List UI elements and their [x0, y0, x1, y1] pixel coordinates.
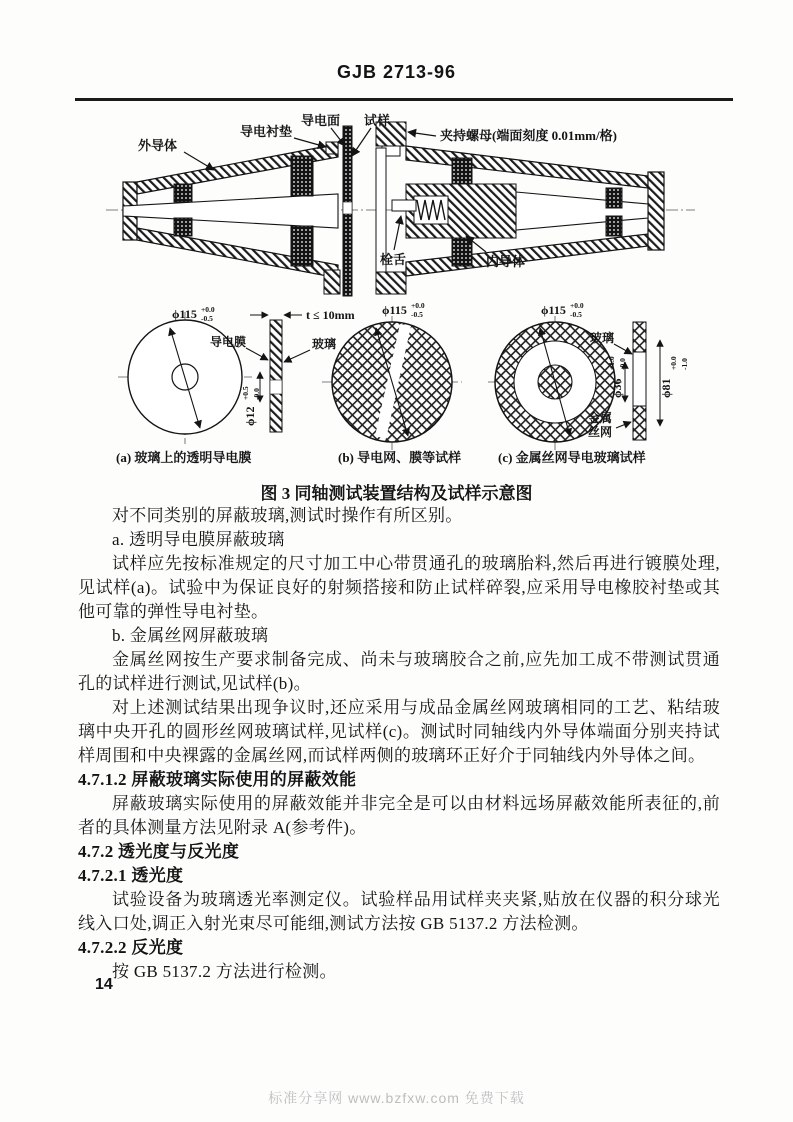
dim-d36: ϕ36: [610, 378, 624, 398]
conductive-gasket-block: [326, 142, 338, 154]
left-bottom-flange: [324, 270, 340, 294]
dim-d115-c-sup: +0.0: [570, 301, 584, 310]
paragraph: b. 金属丝网屏蔽玻璃: [112, 626, 269, 645]
caption-a: (a) 玻璃上的透明导电膜: [116, 450, 252, 465]
subfigure-c: [488, 301, 689, 465]
footer-watermark: 标准分享网 www.bzfxw.com 免费下载: [268, 1090, 525, 1106]
section-heading-4721: 4.7.2.1 透光度: [78, 866, 184, 885]
header-rule: [75, 98, 733, 101]
paragraph: 对上述测试结果出现争议时,还应采用与成品金属丝网玻璃相同的工艺、粘结玻璃中央开孔的圆形丝网玻璃试样,见试样(c)。测试时同轴线内外导体端面分别夹持试样周围和中央裸露的金属丝网,而试样两侧的玻璃环正好介于同轴线内外导体之间。: [78, 698, 720, 765]
specimen-subfigures: [100, 300, 710, 475]
section-heading-4722: 4.7.2.2 反光度: [78, 938, 184, 957]
dim-d36-sub: -0.0: [618, 358, 627, 370]
label-mesh-line2: 丝网: [588, 425, 613, 439]
paragraph: a. 透明导电膜屏蔽玻璃: [112, 530, 285, 549]
paragraph: 屏蔽玻璃实际使用的屏蔽效能并非完全是可以由材料远场屏蔽效能所表征的,前者的具体测量方法见附录 A(参考件)。: [78, 794, 720, 837]
dim-d115-c-sub: -0.5: [570, 310, 582, 319]
spring-plunger: [414, 196, 448, 224]
subfigure-b: [322, 301, 462, 465]
paragraph: 试验设备为玻璃透光率测定仪。试验样品用试样夹夹紧,贴放在仪器的积分球光线入口处,调正入射光束尽可能细,测试方法按 GB 5137.2 方法检测。: [78, 890, 720, 933]
sideview-bar-a: [270, 320, 282, 432]
label-tongue: 栓舌: [380, 252, 407, 267]
label-specimen: 试样: [364, 113, 391, 128]
dim-d12-sub: -0.0: [252, 388, 261, 400]
label-clamp-nut: 夹持螺母(端面刻度 0.01mm/格): [440, 128, 617, 143]
label-mesh-line1: 金属: [588, 411, 613, 425]
section-heading-472: 4.7.2 透光度与反光度: [78, 842, 240, 861]
label-gasket: 导电衬垫: [240, 124, 293, 139]
left-inner-conductor: [123, 194, 338, 228]
dim-d115-c: ϕ115: [541, 303, 566, 317]
dim-thickness: t ≤ 10mm: [306, 308, 355, 322]
page-number: 14: [95, 976, 113, 993]
paragraph: 试样应先按标准规定的尺寸加工中心带贯通孔的玻璃胎料,然后再进行镀膜处理,见试样(a)。试验中为保证良好的射频搭接和防止试样碎裂,应采用导电橡胶衬垫或其他可靠的弹性导电衬垫。: [78, 554, 720, 621]
body-text: [78, 504, 720, 984]
dim-d115-a-sup: +0.0: [201, 305, 215, 314]
sideview-bar-c: [633, 322, 646, 440]
right-end-bead-bottom: [606, 216, 622, 236]
paragraph: 金属丝网按生产要求制备完成、尚未与玻璃胶合之前,应先加工成不带测试贯通孔的试样进行测试,见试样(b)。: [78, 650, 720, 693]
label-surface: 导电面: [301, 113, 341, 128]
standard-number: GJB 2713-96: [336, 62, 457, 82]
label-glass-c: 玻璃: [590, 331, 615, 345]
section-heading-4712: 4.7.1.2 屏蔽玻璃实际使用的屏蔽效能: [78, 770, 357, 789]
dim-d81-sub: -1.0: [680, 358, 689, 370]
figure-caption: 图 3 同轴测试装置结构及试样示意图: [260, 484, 533, 503]
dim-d81: ϕ81: [659, 378, 673, 398]
dim-d115-a: ϕ115: [172, 307, 197, 321]
bolt-tongue-block: [392, 200, 416, 211]
caption-b: (b) 导电网、膜等试样: [338, 450, 462, 465]
paragraph: 按 GB 5137.2 方法进行检测。: [112, 962, 337, 981]
dim-d115-b: ϕ115: [382, 303, 407, 317]
subfigure-a: [116, 305, 355, 465]
dim-d12-sup: +0.5: [241, 386, 250, 400]
right-bead-bottom: [452, 238, 472, 266]
dim-d81-sup: +0.0: [669, 356, 678, 370]
left-center-bead-bottom: [291, 226, 313, 266]
label-outer-conductor: 外导体: [138, 138, 178, 153]
caption-c: (c) 金属丝网导电玻璃试样: [498, 450, 646, 465]
specimen-bar: [343, 126, 352, 296]
right-bead-top: [452, 158, 472, 184]
right-end-bead-top: [606, 188, 622, 208]
dim-d36-sup: +1.0: [607, 356, 616, 370]
label-glass-a: 玻璃: [312, 337, 337, 351]
coaxial-fixture-diagram: [88, 112, 713, 310]
dim-d115-b-sup: +0.0: [411, 301, 425, 310]
label-film: 导电膜: [210, 335, 247, 349]
label-inner-conductor: 内导体: [486, 254, 526, 269]
dim-d115-a-sub: -0.5: [201, 314, 213, 323]
right-inner-conductor-taper: [516, 192, 648, 230]
dim-d12: ϕ12: [243, 406, 257, 426]
left-support-bead-bottom: [174, 218, 192, 236]
dim-d115-b-sub: -0.5: [411, 310, 423, 319]
left-support-bead-top: [174, 184, 192, 202]
clamp-bottom-block: [376, 272, 406, 294]
left-center-bead-top: [291, 156, 313, 196]
paragraph: 对不同类别的屏蔽玻璃,测试时操作有所区别。: [112, 506, 463, 525]
